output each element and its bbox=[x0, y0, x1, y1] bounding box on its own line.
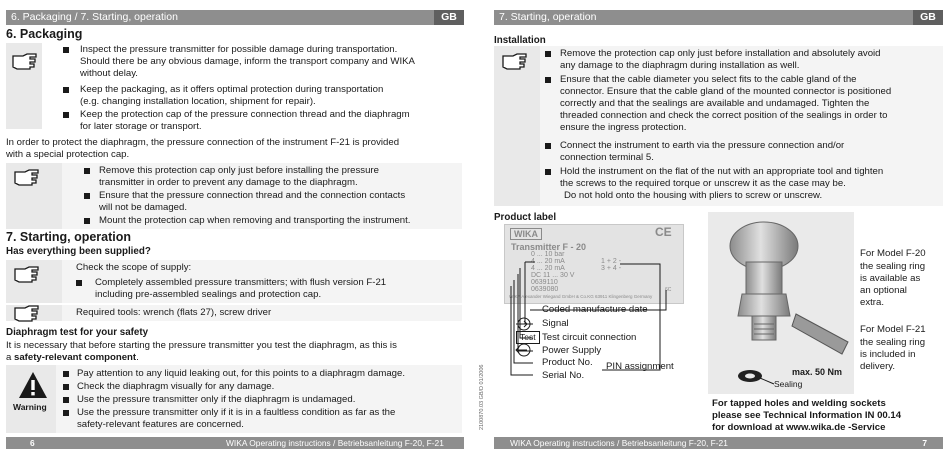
protection-item-3-line-1: Mount the protection cap when removing and transporting the instrument. bbox=[99, 215, 411, 226]
tapped-holes-line-1: For tapped holes and welding sockets bbox=[712, 398, 886, 409]
installation-heading: Installation bbox=[494, 35, 546, 46]
right-header-title: 7. Starting, operation bbox=[499, 11, 597, 23]
label-maker: WIKA Alexander Wiegand GmbH & Co.KG 63911 Klingenberg Germany bbox=[509, 294, 653, 299]
bullet bbox=[63, 47, 69, 53]
f20-note-line-5: extra. bbox=[860, 297, 884, 308]
packaging-item-1-line-2: Should there be any obvious damage, inform the transport company and WIKA bbox=[80, 56, 415, 67]
pin-assignment: PIN assignment bbox=[606, 361, 674, 372]
label-date-code: 6C bbox=[665, 287, 672, 293]
diaphragm-prefix: a bbox=[6, 352, 15, 363]
safety-relevant-emphasis: safety-relevant component bbox=[14, 352, 137, 363]
installation-item-3-line-2: connection terminal 5. bbox=[560, 152, 654, 163]
label-signal: 4 ... 20 mA bbox=[531, 258, 565, 265]
pointing-hand-icon bbox=[12, 52, 38, 70]
right-header-bar bbox=[494, 10, 943, 25]
right-page-number: 7 bbox=[922, 438, 927, 448]
label-serial-no: 0639080 bbox=[531, 286, 559, 293]
protection-paragraph-line-1: In order to protect the diaphragm, the pressure connection of the instrument F-21 is provided bbox=[6, 137, 400, 148]
warning-triangle-icon bbox=[18, 371, 48, 399]
left-footer-bar bbox=[6, 437, 464, 449]
test-box: Test bbox=[516, 331, 540, 344]
packaging-item-2-line-2: (e.g. changing installation location, shipment for repair). bbox=[80, 96, 316, 107]
diaphragm-paragraph-line-1: It is necessary that before starting the pressure transmitter you test the diaphragm, as this is bbox=[6, 340, 397, 351]
left-language-badge: GB bbox=[434, 10, 464, 25]
packaging-item-1-line-1: Inspect the pressure transmitter for possible damage during transportation. bbox=[80, 44, 398, 55]
protection-item-1-line-1: Remove this protection cap only just before installing the pressure bbox=[99, 165, 379, 176]
product-label-heading: Product label bbox=[494, 212, 557, 223]
side-document-code: 2100870.03 GB/D 01/2006 bbox=[479, 364, 485, 430]
diaphragm-suffix: . bbox=[136, 352, 139, 363]
protection-item-2-line-2: will not be damaged. bbox=[99, 202, 187, 213]
bullet bbox=[84, 193, 90, 199]
f21-note-line-4: delivery. bbox=[860, 361, 896, 372]
bullet bbox=[63, 87, 69, 93]
starting-heading: 7. Starting, operation bbox=[6, 230, 132, 244]
f20-note-line-2: the sealing ring bbox=[860, 261, 926, 272]
f20-note-line-1: For Model F-20 bbox=[860, 248, 926, 259]
right-page bbox=[490, 0, 950, 460]
left-page-number: 6 bbox=[30, 438, 35, 448]
f21-note-line-2: the sealing ring bbox=[860, 337, 926, 348]
power-supply-icon bbox=[515, 343, 531, 357]
warning-item-2: Check the diaphragm visually for any damage. bbox=[77, 381, 275, 392]
bullet bbox=[545, 169, 551, 175]
installation-item-2-line-1: Ensure that the cable diameter you select fits to the cable gland of the bbox=[560, 74, 857, 85]
installation-item-2-line-5: ensure the ingress protection. bbox=[560, 122, 687, 133]
ce-mark: CE bbox=[655, 225, 672, 239]
installation-item-4-line-2: the screws to the required torque or unscrew it as the case may be. bbox=[560, 178, 846, 189]
diaphragm-heading: Diaphragm test for your safety bbox=[6, 327, 149, 338]
scope-item-line-2: including pre-assembled sealings and protection cap. bbox=[95, 289, 322, 300]
legend-signal: Signal bbox=[542, 318, 569, 329]
sealing-label: Sealing bbox=[774, 379, 803, 389]
right-language-badge: GB bbox=[913, 10, 943, 25]
f21-note-line-3: is included in bbox=[860, 349, 916, 360]
pointing-hand-icon bbox=[14, 265, 40, 283]
f20-note-line-3: is available as bbox=[860, 273, 921, 284]
installation-item-2-line-2: connector. Ensure that the cable gland of the mounted connector is positioned bbox=[560, 86, 892, 97]
bullet bbox=[63, 410, 69, 416]
left-header-bar bbox=[6, 10, 464, 25]
transmitter-photo bbox=[708, 212, 854, 394]
protection-item-2-line-1: Ensure that the pressure connection thread and the connection contacts bbox=[99, 190, 406, 201]
warning-item-4-line-2: safety-relevant features are concerned. bbox=[77, 419, 244, 430]
label-range: 0 ... 10 bar bbox=[531, 251, 565, 258]
installation-item-1-line-2: any damage to the diaphragm during installation as well. bbox=[560, 60, 800, 71]
right-footer-bar bbox=[494, 437, 943, 449]
diaphragm-paragraph-line-2 bbox=[6, 352, 139, 364]
legend-coded-date: Coded manufacture date bbox=[542, 304, 648, 315]
bullet bbox=[84, 218, 90, 224]
label-test: 4 ... 20 mA bbox=[531, 265, 565, 272]
installation-item-2-line-4: threaded connection and check the correct position of the sealings in order to bbox=[560, 110, 888, 121]
legend-power-supply: Power Supply bbox=[542, 345, 602, 356]
packaging-item-1-line-3: without delay. bbox=[80, 68, 138, 79]
required-tools: Required tools: wrench (flats 27), screw driver bbox=[76, 307, 272, 318]
label-power: DC 11 ... 30 V bbox=[531, 272, 575, 279]
left-header-title: 6. Packaging / 7. Starting, operation bbox=[11, 11, 178, 23]
warning-item-1: Pay attention to any liquid leaking out, for this points to a diaphragm damage. bbox=[77, 368, 405, 379]
packaging-item-2-line-1: Keep the packaging, as it offers optimal protection during transportation bbox=[80, 84, 384, 95]
bullet bbox=[545, 143, 551, 149]
warning-item-4-line-1: Use the pressure transmitter only if it is in a faultless condition as far as the bbox=[77, 407, 396, 418]
wika-logo: WIKA bbox=[510, 228, 542, 240]
installation-item-2-line-3: correctly and that the sealings are available and undamaged. Tighten the bbox=[560, 98, 870, 109]
installation-item-4-line-1: Hold the instrument on the flat of the nut with an appropriate tool and tighten bbox=[560, 166, 884, 177]
label-pins-2: 3 + 4 - bbox=[601, 265, 622, 272]
torque-label: max. 50 Nm bbox=[792, 367, 843, 377]
installation-item-3-line-1: Connect the instrument to earth via the pressure connection and/or bbox=[560, 140, 845, 151]
pointing-hand-icon bbox=[502, 52, 528, 70]
bullet bbox=[545, 51, 551, 57]
bullet bbox=[84, 168, 90, 174]
f20-note-line-4: an optional bbox=[860, 285, 907, 296]
left-footer-text: WIKA Operating instructions / Betriebsanleitung F-20, F-21 bbox=[226, 438, 444, 448]
bullet bbox=[63, 371, 69, 377]
legend-test-circuit: Test circuit connection bbox=[542, 332, 637, 343]
packaging-item-3-line-2: for later storage or transport. bbox=[80, 121, 202, 132]
tapped-holes-line-3: for download at www.wika.de -Service bbox=[712, 422, 886, 433]
scope-item-line-1: Completely assembled pressure transmitters; with flush version F-21 bbox=[95, 277, 387, 288]
bullet bbox=[76, 280, 82, 286]
protection-paragraph-line-2: with a special protection cap. bbox=[6, 149, 130, 160]
label-pins-1: 1 + 2 - bbox=[601, 258, 622, 265]
tapped-holes-line-2: please see Technical Information IN 00.14 bbox=[712, 410, 902, 421]
warning-label: Warning bbox=[13, 402, 47, 412]
legend-product-no: Product No. bbox=[542, 357, 593, 368]
bullet bbox=[545, 77, 551, 83]
right-footer-text: WIKA Operating instructions / Betriebsanleitung F-20, F-21 bbox=[510, 438, 728, 448]
bullet bbox=[63, 112, 69, 118]
scope-intro: Check the scope of supply: bbox=[76, 262, 192, 273]
pointing-hand-icon bbox=[14, 304, 40, 322]
bullet bbox=[63, 384, 69, 390]
packaging-heading: 6. Packaging bbox=[6, 27, 83, 41]
bullet bbox=[63, 397, 69, 403]
installation-item-1-line-1: Remove the protection cap only just before installation and absolutely avoid bbox=[560, 48, 881, 59]
installation-item-4-line-3: Do not hold onto the housing with pliers to screw or unscrew. bbox=[564, 190, 823, 201]
label-product-no: 0639110 bbox=[531, 279, 558, 286]
f21-note-line-1: For Model F-21 bbox=[860, 324, 926, 335]
label-model-line: Transmitter F - 20 bbox=[511, 242, 587, 252]
packaging-item-3-line-1: Keep the protection cap of the pressure connection thread and the diaphragm bbox=[80, 109, 410, 120]
left-page bbox=[2, 0, 485, 460]
pointing-hand-icon bbox=[14, 168, 40, 186]
warning-item-3: Use the pressure transmitter only if the diaphragm is undamaged. bbox=[77, 394, 356, 405]
signal-output-icon bbox=[515, 317, 531, 331]
legend-serial-no: Serial No. bbox=[542, 370, 585, 381]
supplied-heading: Has everything been supplied? bbox=[6, 246, 151, 257]
protection-item-1-line-2: transmitter in order to prevent any damage to the diaphragm. bbox=[99, 177, 358, 188]
